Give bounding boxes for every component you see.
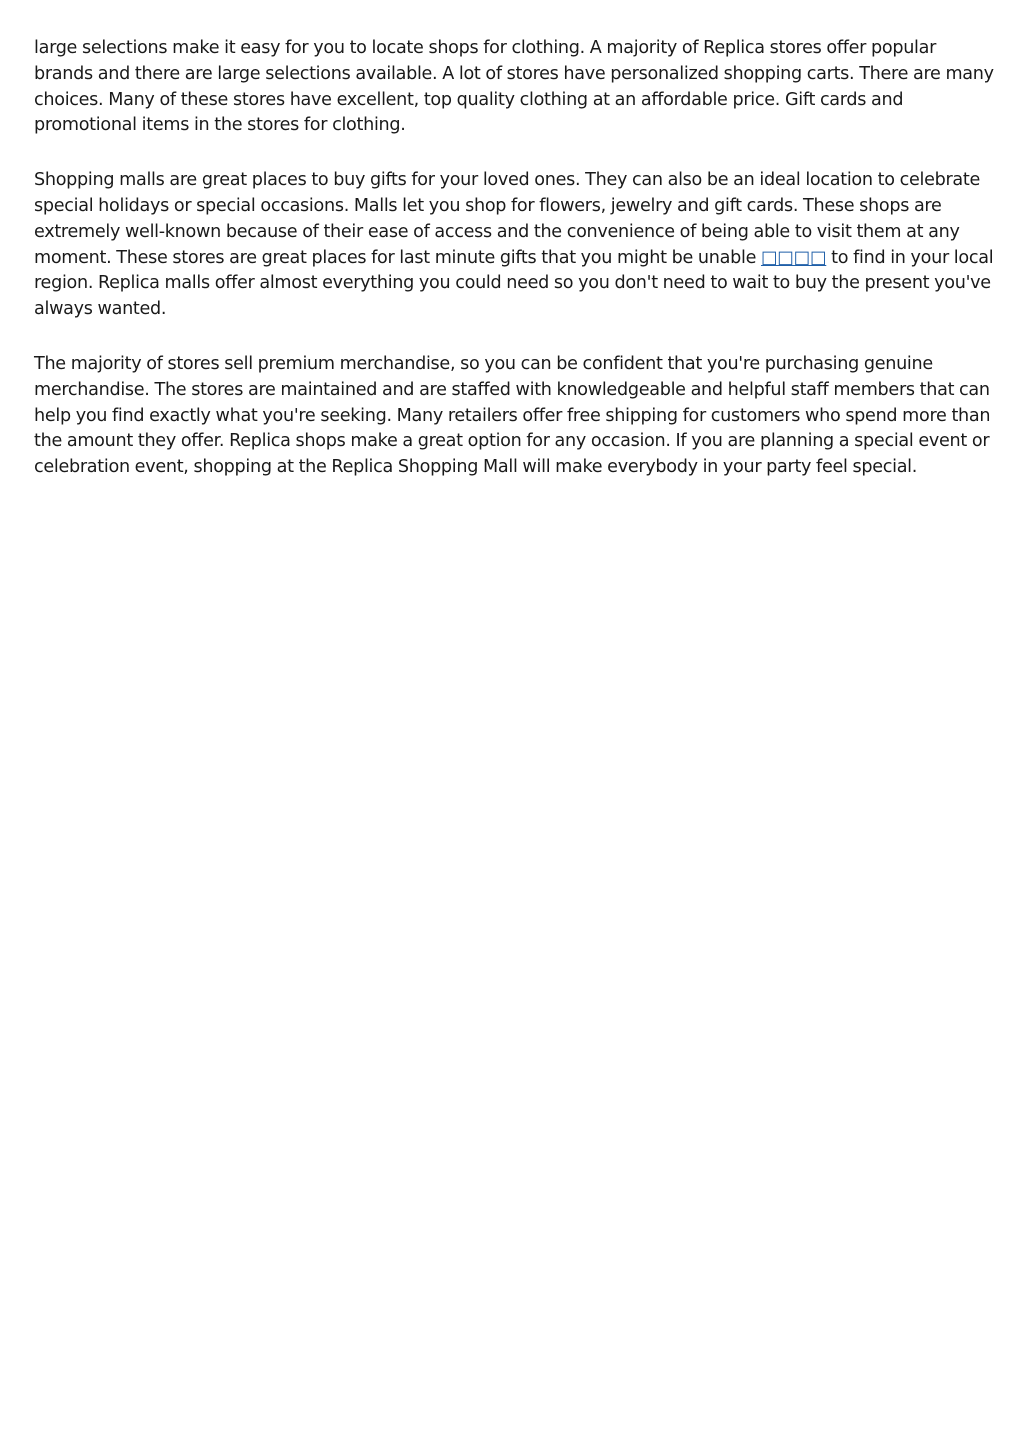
paragraph-clothing-stores: large selections make it easy for you to locate shops for clothing. A majority of Replica stores offer popular brands and there are large selections available. A lot of stores have personalized shopping carts. There are many choices. Many of these stores have excellent, top quality clothing at an affordable price. Gift cards and promotional items in the stores for clothing. — [34, 38, 994, 136]
paragraph-shopping-malls-gifts — [34, 168, 994, 323]
document-page — [34, 36, 994, 510]
paragraph-premium-merchandise: The majority of stores sell premium merchandise, so you can be confident that you're purchasing genuine merchandise. The stores are maintained and are staffed with knowledgeable and helpful staff members that can help you find exactly what you're seeking. Many retailers offer free shipping for customers who spend more than the amount they offer. Replica shops make a great option for any occasion. If you are planning a special event or celebration event, shopping at the Replica Shopping Mall will make everybody in your party feel special. — [34, 353, 991, 478]
paragraph-text-before-link: Shopping malls are great places to buy gifts for your loved ones. They can also be an ideal location to celebrate special holidays or special occasions. Malls let you shop for flowers, jewelry and gift cards. These shops are extremely well-known because of their ease of access and the convenience of being able to visit them at any moment. These stores are great places for last minute gifts that you might be unable — [34, 170, 981, 268]
inline-link[interactable]: □□□□ — [760, 247, 827, 268]
paragraph-text-after-link: to find in your local region. Replica malls offer almost everything you could need so you don't need to wait to buy the present you've always wanted. — [34, 247, 994, 320]
